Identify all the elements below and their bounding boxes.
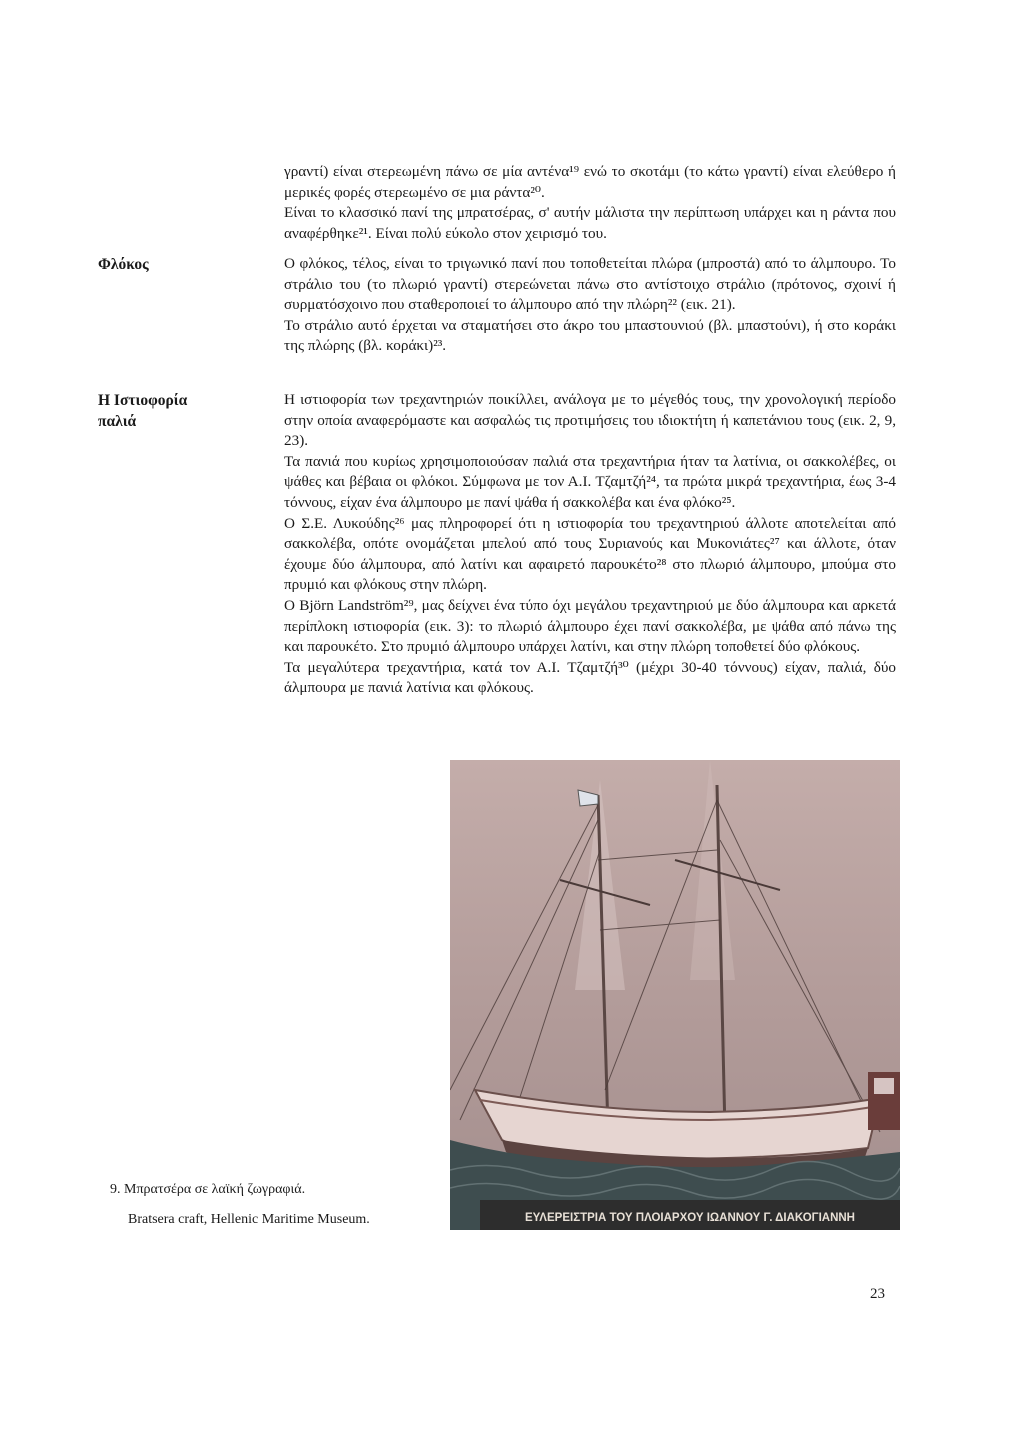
flokos-text-1: Ο φλόκος, τέλος, είναι το τριγωνικό πανί που τοποθετείται πλώρα (μπροστά) από το άλμπουρο. Το στράλιο του (το πλωριό γραντί) στερεώνεται πάνω στο αντίστοιχο στράλιο (πρότονος, σχοινί ή συρματόσχοινο που σταθεροποιεί το άλμπουρο από την πλώρη²² (εικ. 21). — [284, 255, 896, 314]
flokos-paragraph — [284, 254, 896, 357]
side-heading-sails-line2: παλιά — [98, 413, 137, 430]
sails-text-2: Τα πανιά που κυρίως χρησιμοποιούσαν παλιά στα τρεχαντήρια ήταν τα λατίνια, οι σακκολέβες, οι ψάθες και βέβαια οι φλόκοι. Σύμφωνα με τον Α.Ι. Τζαμτζή²⁴, τα πρώτα μικρά τρεχαντήρια, έως 3-4 τόννους, είχαν ένα άλμπουρο με πανί ψάθα ή σακκολέβα και ένα φλόκο²⁵. — [284, 452, 896, 511]
figure-caption-greek: 9. Μπρατσέρα σε λαϊκή ζωγραφιά. — [110, 1182, 306, 1197]
sails-text-1: Η ιστιοφορία των τρεχαντηριών ποικίλλει, ανάλογα με το μέγεθός τους, την χρονολογική περίοδο στην οποία αναφερόμαστε και ασφαλώς τις προτιμήσεις του ιδιοκτήτη ή καπετάνιου τους (εικ. 2, 9, 23). — [284, 391, 896, 450]
side-heading-sails — [98, 390, 187, 432]
page-number: 23 — [870, 1286, 885, 1302]
intro-line-1: γραντί) είναι στερεωμένη πάνω σε μία αντένα¹⁹ ενώ το σκοτάμι (το κάτω γραντί) είναι ελεύθερο ή μερικές φορές στερεωμένο σε μια ράντα²⁰. — [284, 163, 896, 201]
painting-banner-text: ΕΥΛΕΡΕΙΣΤΡΙΑ ΤΟΥ ΠΛΟΙΑΡΧΟΥ ΙΩΑΝΝΟΥ Γ. ΔΙΑΚΟΓΙΑΝΝΗ — [525, 1212, 855, 1224]
ship-painting-figure — [450, 760, 900, 1230]
sails-text-5: Τα μεγαλύτερα τρεχαντήρια, κατά τον Α.Ι. Τζαμτζή³⁰ (μέχρι 30-40 τόννους) είχαν, παλιά, δύο άλμπουρα με πανιά λατίνια και φλόκους. — [284, 658, 896, 697]
figure-caption-english: Bratsera craft, Hellenic Maritime Museum. — [128, 1212, 370, 1227]
sails-text-4: Ο Björn Landström²⁹, μας δείχνει ένα τύπο όχι μεγάλου τρεχαντηριού με δύο άλμπουρα και αρκετά περίπλοκη ιστιοφορία (εικ. 3): το πλωριό άλμπουρο έχει πανί σακκολέβα, με ψάθα από πάνω της και παρουκέτο. Στο πρυμιό άλμπουρο υπάρχει λατίνι, και στην πλώρη τοποθετεί δύο φλόκους. — [284, 596, 896, 656]
sails-text-3: Ο Σ.Ε. Λυκούδης²⁶ μας πληροφορεί ότι η ιστιοφορία του τρεχαντηριού άλλοτε αποτελείται από σακκολέβα, οπότε ονομάζεται μπελού από τους Συριανούς και Μυκονιάτες²⁷ και άλλοτε, όταν έχουμε δύο άλμπουρα, από λατίνι και αφαιρετό παρουκέτο²⁸ στο πλωριό άλμπουρο, μπούμα στο πρυμιό και φλόκους στην πλώρη. — [284, 514, 896, 594]
intro-paragraph — [284, 162, 896, 244]
side-heading-flokos: Φλόκος — [98, 256, 149, 273]
sails-paragraph — [284, 390, 896, 699]
side-heading-sails-line1: Η Ιστιοφορία — [98, 392, 188, 409]
flokos-text-2: Το στράλιο αυτό έρχεται να σταματήσει στο άκρο του μπαστουνιού (βλ. μπαστούνι), ή στο κοράκι της πλώρης (βλ. κοράκι)²³. — [284, 316, 896, 355]
intro-line-2: Είναι το κλασσικό πανί της μπρατσέρας, σ' αυτήν μάλιστα την περίπτωση υπάρχει και η ράντα που αναφέρθηκε²¹. Είναι πολύ εύκολο στον χειρισμό του. — [284, 204, 896, 242]
ship-painting-illustration — [450, 760, 900, 1230]
